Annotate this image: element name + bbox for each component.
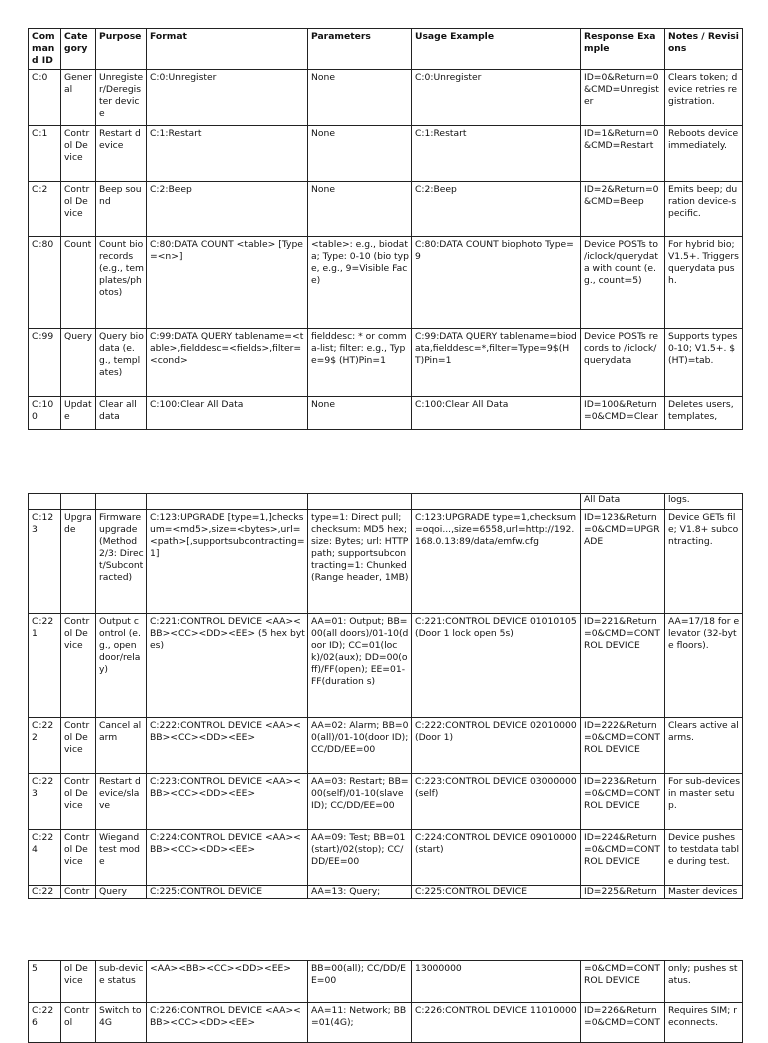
cell-id: C:2 bbox=[29, 182, 61, 237]
cell-format: C:2:Beep bbox=[147, 182, 308, 237]
cell-params: fielddesc: * or comma-list; filter: e.g., Type=9$ (HT)Pin=1 bbox=[308, 329, 412, 397]
cell-notes: Emits beep; duration device-specific. bbox=[665, 182, 743, 237]
table-row bbox=[29, 961, 743, 1003]
cell-notes: Clears active alarms. bbox=[665, 718, 743, 774]
cell-notes: Reboots device immediately. bbox=[665, 126, 743, 182]
header-category: Category bbox=[61, 29, 96, 70]
header-notes: Notes / Revisions bbox=[665, 29, 743, 70]
cell-params: None bbox=[308, 70, 412, 126]
cell-notes: Requires SIM; reconnects. bbox=[665, 1003, 743, 1043]
cell-notes: Master devices bbox=[665, 886, 743, 899]
cell-id: C:223 bbox=[29, 774, 61, 830]
table-row bbox=[29, 182, 743, 237]
cell-category: Control bbox=[61, 1003, 96, 1043]
cell-purpose: Switch to 4G bbox=[96, 1003, 147, 1043]
cell-usage: C:223:CONTROL DEVICE 03000000 (self) bbox=[412, 774, 581, 830]
cell-response: Device POSTs to /iclock/querydata with count (e.g., count=5) bbox=[581, 237, 665, 329]
cell-purpose: Output control (e.g., open door/relay) bbox=[96, 614, 147, 718]
cell-category: Update bbox=[61, 397, 96, 430]
table-row bbox=[29, 830, 743, 886]
cell-usage: C:0:Unregister bbox=[412, 70, 581, 126]
cell-purpose bbox=[96, 494, 147, 510]
cell-purpose: Query bio data (e.g., templates) bbox=[96, 329, 147, 397]
header-response-example: Response Example bbox=[581, 29, 665, 70]
cell-format: C:225:CONTROL DEVICE bbox=[147, 886, 308, 899]
cell-params: None bbox=[308, 182, 412, 237]
cell-notes: For hybrid bio; V1.5+. Triggers querydata push. bbox=[665, 237, 743, 329]
cell-id: C:80 bbox=[29, 237, 61, 329]
cell-usage: C:2:Beep bbox=[412, 182, 581, 237]
cell-notes: AA=17/18 for elevator (32-byte floors). bbox=[665, 614, 743, 718]
cell-purpose: Wiegand test mode bbox=[96, 830, 147, 886]
cell-response: ID=222&Return=0&CMD=CONTROL DEVICE bbox=[581, 718, 665, 774]
cell-response: ID=1&Return=0&CMD=Restart bbox=[581, 126, 665, 182]
cell-format: C:100:Clear All Data bbox=[147, 397, 308, 430]
header-format: Format bbox=[147, 29, 308, 70]
cell-purpose: Unregister/Deregister device bbox=[96, 70, 147, 126]
cell-category: Query bbox=[61, 329, 96, 397]
cell-params: BB=00(all); CC/DD/EE=00 bbox=[308, 961, 412, 1003]
cell-id: C:222 bbox=[29, 718, 61, 774]
cell-id: C:100 bbox=[29, 397, 61, 430]
cell-usage: C:224:CONTROL DEVICE 09010000 (start) bbox=[412, 830, 581, 886]
cell-category: Control Device bbox=[61, 614, 96, 718]
cell-purpose: Restart device/slave bbox=[96, 774, 147, 830]
cell-usage: C:100:Clear All Data bbox=[412, 397, 581, 430]
cell-notes: Device GETs file; V1.8+ subcontracting. bbox=[665, 510, 743, 614]
table-row bbox=[29, 494, 743, 510]
cell-usage: C:225:CONTROL DEVICE bbox=[412, 886, 581, 899]
cell-id: C:22 bbox=[29, 886, 61, 899]
cell-response: ID=123&Return=0&CMD=UPGRADE bbox=[581, 510, 665, 614]
table-row bbox=[29, 329, 743, 397]
cell-params: <table>: e.g., biodata; Type: 0-10 (bio type, e.g., 9=Visible Face) bbox=[308, 237, 412, 329]
cell-params: None bbox=[308, 397, 412, 430]
header-row bbox=[29, 29, 743, 70]
cell-format: C:226:CONTROL DEVICE <AA><BB><CC><DD><EE> bbox=[147, 1003, 308, 1043]
cell-category: Contr bbox=[61, 886, 96, 899]
cell-format: C:80:DATA COUNT <table> [Type=<n>] bbox=[147, 237, 308, 329]
cell-format bbox=[147, 494, 308, 510]
cell-notes: Device pushes to testdata table during test. bbox=[665, 830, 743, 886]
cell-format: C:224:CONTROL DEVICE <AA><BB><CC><DD><EE> bbox=[147, 830, 308, 886]
command-table-block-2 bbox=[28, 493, 743, 899]
cell-notes: For sub-devices in master setup. bbox=[665, 774, 743, 830]
cell-purpose: sub-device status bbox=[96, 961, 147, 1003]
cell-purpose: Restart device bbox=[96, 126, 147, 182]
command-table-block-1 bbox=[28, 28, 743, 430]
cell-usage bbox=[412, 494, 581, 510]
cell-category: Control Device bbox=[61, 718, 96, 774]
cell-notes: only; pushes status. bbox=[665, 961, 743, 1003]
cell-response: ID=100&Return=0&CMD=Clear bbox=[581, 397, 665, 430]
cell-category: Control Device bbox=[61, 126, 96, 182]
table-row bbox=[29, 886, 743, 899]
header-usage-example: Usage Example bbox=[412, 29, 581, 70]
cell-id: C:224 bbox=[29, 830, 61, 886]
cell-id: C:0 bbox=[29, 70, 61, 126]
cell-id: C:123 bbox=[29, 510, 61, 614]
cell-category: Control Device bbox=[61, 182, 96, 237]
cell-notes: Deletes users, templates, bbox=[665, 397, 743, 430]
cell-params: None bbox=[308, 126, 412, 182]
cell-format: C:223:CONTROL DEVICE <AA><BB><CC><DD><EE> bbox=[147, 774, 308, 830]
cell-category: Count bbox=[61, 237, 96, 329]
cell-response: ID=221&Return=0&CMD=CONTROL DEVICE bbox=[581, 614, 665, 718]
cell-format: C:1:Restart bbox=[147, 126, 308, 182]
cell-params: AA=13: Query; bbox=[308, 886, 412, 899]
cell-purpose: Clear all data bbox=[96, 397, 147, 430]
cell-usage: C:226:CONTROL DEVICE 11010000 bbox=[412, 1003, 581, 1043]
table-row bbox=[29, 1003, 743, 1043]
cell-response: ID=224&Return=0&CMD=CONTROL DEVICE bbox=[581, 830, 665, 886]
cell-purpose: Cancel alarm bbox=[96, 718, 147, 774]
cell-params: AA=09: Test; BB=01(start)/02(stop); CC/DD/EE=00 bbox=[308, 830, 412, 886]
cell-notes: Clears token; device retries registration. bbox=[665, 70, 743, 126]
cell-params: AA=11: Network; BB=01(4G); bbox=[308, 1003, 412, 1043]
cell-category: Control Device bbox=[61, 774, 96, 830]
cell-format: C:0:Unregister bbox=[147, 70, 308, 126]
cell-purpose: Firmware upgrade (Method 2/3: Direct/Subcontracted) bbox=[96, 510, 147, 614]
cell-category bbox=[61, 494, 96, 510]
cell-purpose: Count bio records (e.g., templates/photos) bbox=[96, 237, 147, 329]
header-command-id: Command ID bbox=[29, 29, 61, 70]
table-row bbox=[29, 237, 743, 329]
cell-format: <AA><BB><CC><DD><EE> bbox=[147, 961, 308, 1003]
header-parameters: Parameters bbox=[308, 29, 412, 70]
cell-response: Device POSTs records to /iclock/querydata bbox=[581, 329, 665, 397]
cell-usage: 13000000 bbox=[412, 961, 581, 1003]
cell-usage: C:80:DATA COUNT biophoto Type=9 bbox=[412, 237, 581, 329]
cell-format: C:123:UPGRADE [type=1,]checksum=<md5>,size=<bytes>,url=<path>[,supportsubcontracting=1] bbox=[147, 510, 308, 614]
cell-usage: C:123:UPGRADE type=1,checksum=oqoi...,size=6558,url=http://192.168.0.13:89/data/emfw.cfg bbox=[412, 510, 581, 614]
cell-category: ol Device bbox=[61, 961, 96, 1003]
table-row bbox=[29, 397, 743, 430]
table-row bbox=[29, 718, 743, 774]
cell-id bbox=[29, 494, 61, 510]
table-row bbox=[29, 70, 743, 126]
cell-purpose: Query bbox=[96, 886, 147, 899]
cell-id: C:99 bbox=[29, 329, 61, 397]
cell-notes: Supports types 0-10; V1.5+. $ (HT)=tab. bbox=[665, 329, 743, 397]
cell-category: General bbox=[61, 70, 96, 126]
cell-id: C:221 bbox=[29, 614, 61, 718]
command-table-block-3 bbox=[28, 960, 743, 1043]
table-row bbox=[29, 126, 743, 182]
header-purpose: Purpose bbox=[96, 29, 147, 70]
cell-usage: C:221:CONTROL DEVICE 01010105 (Door 1 lock open 5s) bbox=[412, 614, 581, 718]
cell-id: 5 bbox=[29, 961, 61, 1003]
cell-usage: C:99:DATA QUERY tablename=biodata,fielddesc=*,filter=Type=9$(HT)Pin=1 bbox=[412, 329, 581, 397]
cell-category: Control Device bbox=[61, 830, 96, 886]
cell-response: ID=2&Return=0&CMD=Beep bbox=[581, 182, 665, 237]
cell-format: C:99:DATA QUERY tablename=<table>,fielddesc=<fields>,filter=<cond> bbox=[147, 329, 308, 397]
cell-response: ID=0&Return=0&CMD=Unregister bbox=[581, 70, 665, 126]
table-row bbox=[29, 614, 743, 718]
cell-notes: logs. bbox=[665, 494, 743, 510]
cell-response: ID=223&Return=0&CMD=CONTROL DEVICE bbox=[581, 774, 665, 830]
cell-usage: C:222:CONTROL DEVICE 02010000 (Door 1) bbox=[412, 718, 581, 774]
cell-response: ID=225&Return bbox=[581, 886, 665, 899]
cell-category: Upgrade bbox=[61, 510, 96, 614]
table-row bbox=[29, 774, 743, 830]
cell-params bbox=[308, 494, 412, 510]
cell-params: AA=01: Output; BB=00(all doors)/01-10(door ID); CC=01(lock)/02(aux); DD=00(off)/FF(open); EE=01-FF(duration s) bbox=[308, 614, 412, 718]
table-row bbox=[29, 510, 743, 614]
cell-format: C:221:CONTROL DEVICE <AA><BB><CC><DD><EE> (5 hex bytes) bbox=[147, 614, 308, 718]
cell-usage: C:1:Restart bbox=[412, 126, 581, 182]
cell-params: AA=03: Restart; BB=00(self)/01-10(slave ID); CC/DD/EE=00 bbox=[308, 774, 412, 830]
cell-id: C:226 bbox=[29, 1003, 61, 1043]
cell-params: AA=02: Alarm; BB=00(all)/01-10(door ID); CC/DD/EE=00 bbox=[308, 718, 412, 774]
cell-response: ID=226&Return=0&CMD=CONT bbox=[581, 1003, 665, 1043]
cell-response: All Data bbox=[581, 494, 665, 510]
cell-format: C:222:CONTROL DEVICE <AA><BB><CC><DD><EE> bbox=[147, 718, 308, 774]
cell-id: C:1 bbox=[29, 126, 61, 182]
cell-purpose: Beep sound bbox=[96, 182, 147, 237]
cell-response: =0&CMD=CONTROL DEVICE bbox=[581, 961, 665, 1003]
cell-params: type=1: Direct pull; checksum: MD5 hex; size: Bytes; url: HTTP path; supportsubcontracting=1: Chunked (Range header, 1MB) bbox=[308, 510, 412, 614]
